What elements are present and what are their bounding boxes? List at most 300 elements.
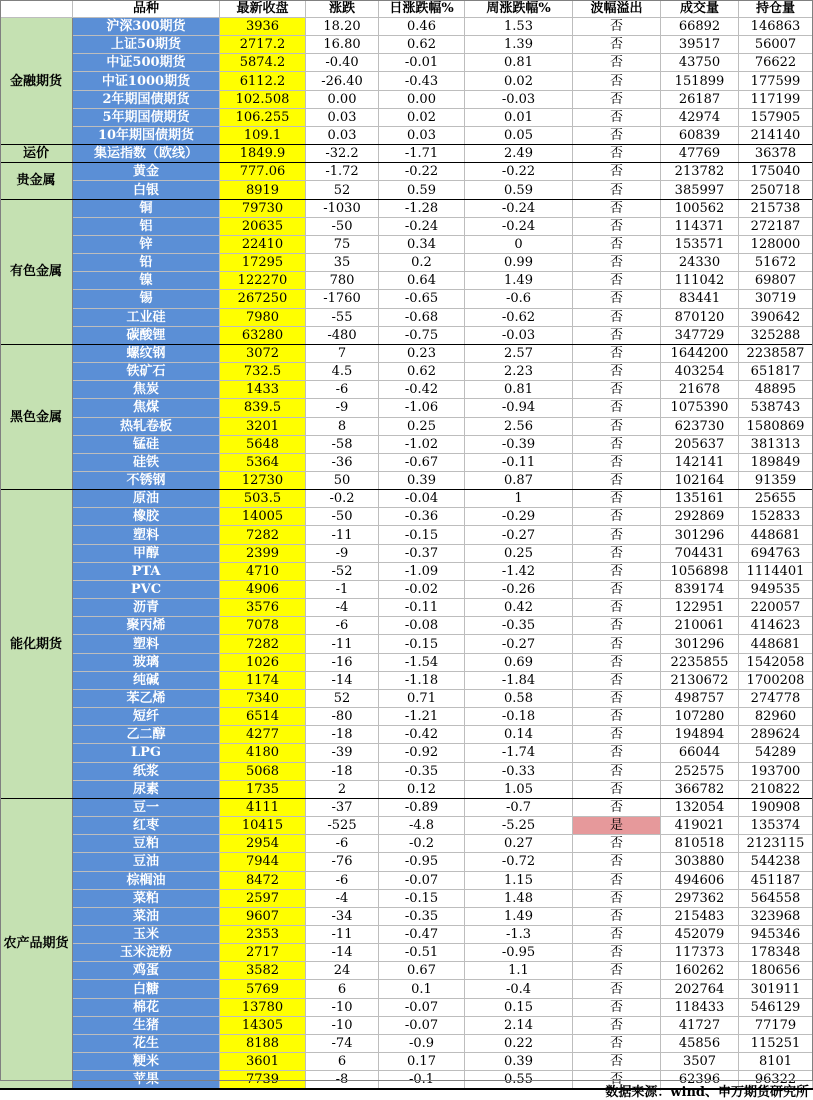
volume-cell: 142141: [661, 454, 739, 472]
oi-cell: 448681: [739, 635, 813, 653]
overflow-cell: 否: [573, 145, 661, 163]
weekly-pct-cell: -0.7: [465, 799, 573, 817]
change-cell: -1.72: [306, 163, 379, 181]
weekly-pct-cell: 1.05: [465, 781, 573, 799]
oi-cell: 272187: [739, 218, 813, 236]
price-cell: 2399: [220, 545, 306, 563]
change-cell: 24: [306, 962, 379, 980]
price-cell: 267250: [220, 290, 306, 308]
name-cell: 菜油: [73, 908, 220, 926]
weekly-pct-cell: -0.94: [465, 399, 573, 417]
oi-cell: 215738: [739, 200, 813, 218]
name-cell: 热轧卷板: [73, 418, 220, 436]
weekly-pct-cell: 0: [465, 236, 573, 254]
price-cell: 4710: [220, 563, 306, 581]
change-cell: 7: [306, 345, 379, 363]
name-cell: 苹果: [73, 1071, 220, 1089]
daily-pct-cell: -0.15: [379, 635, 465, 653]
daily-pct-cell: -0.47: [379, 926, 465, 944]
daily-pct-cell: -0.43: [379, 72, 465, 90]
name-cell: 沪深300期货: [73, 18, 220, 36]
name-cell: 橡胶: [73, 508, 220, 526]
volume-cell: 60839: [661, 127, 739, 145]
change-cell: -16: [306, 654, 379, 672]
change-cell: 50: [306, 472, 379, 490]
overflow-cell: 是: [573, 817, 661, 835]
overflow-cell: 否: [573, 91, 661, 109]
name-cell: 硅铁: [73, 454, 220, 472]
daily-pct-cell: -0.04: [379, 490, 465, 508]
oi-cell: 128000: [739, 236, 813, 254]
daily-pct-cell: -0.37: [379, 545, 465, 563]
weekly-pct-cell: -0.27: [465, 635, 573, 653]
daily-pct-cell: 0.17: [379, 1053, 465, 1071]
change-cell: -480: [306, 327, 379, 345]
price-cell: 13780: [220, 999, 306, 1017]
oi-cell: 250718: [739, 181, 813, 199]
volume-cell: 135161: [661, 490, 739, 508]
oi-cell: 193700: [739, 763, 813, 781]
name-cell: 5年期国债期货: [73, 109, 220, 127]
weekly-pct-cell: -0.72: [465, 853, 573, 871]
daily-pct-cell: 0.23: [379, 345, 465, 363]
price-cell: 777.06: [220, 163, 306, 181]
header-oi: 持仓量: [739, 0, 813, 18]
change-cell: -8: [306, 1071, 379, 1089]
name-cell: 锰硅: [73, 436, 220, 454]
header-weekly-pct: 周涨跌幅%: [465, 0, 573, 18]
weekly-pct-cell: -0.27: [465, 526, 573, 544]
price-cell: 4180: [220, 744, 306, 762]
overflow-cell: 否: [573, 272, 661, 290]
oi-cell: 190908: [739, 799, 813, 817]
daily-pct-cell: -0.1: [379, 1071, 465, 1089]
change-cell: 780: [306, 272, 379, 290]
volume-cell: 1056898: [661, 563, 739, 581]
overflow-cell: 否: [573, 690, 661, 708]
change-cell: -11: [306, 526, 379, 544]
overflow-cell: 否: [573, 218, 661, 236]
weekly-pct-cell: 1.1: [465, 962, 573, 980]
volume-cell: 102164: [661, 472, 739, 490]
change-cell: -1760: [306, 290, 379, 308]
weekly-pct-cell: -0.29: [465, 508, 573, 526]
change-cell: 52: [306, 181, 379, 199]
overflow-cell: 否: [573, 999, 661, 1017]
daily-pct-cell: -0.2: [379, 835, 465, 853]
overflow-cell: 否: [573, 763, 661, 781]
weekly-pct-cell: -5.25: [465, 817, 573, 835]
overflow-cell: 否: [573, 109, 661, 127]
daily-pct-cell: -0.15: [379, 890, 465, 908]
oi-cell: 69807: [739, 272, 813, 290]
price-cell: 1849.9: [220, 145, 306, 163]
name-cell: 中证500期货: [73, 54, 220, 72]
oi-cell: 77179: [739, 1017, 813, 1035]
change-cell: -34: [306, 908, 379, 926]
oi-cell: 2238587: [739, 345, 813, 363]
volume-cell: 623730: [661, 418, 739, 436]
weekly-pct-cell: 2.56: [465, 418, 573, 436]
price-cell: 7980: [220, 309, 306, 327]
header-category: [0, 0, 73, 18]
volume-cell: 118433: [661, 999, 739, 1017]
price-cell: 3582: [220, 962, 306, 980]
volume-cell: 839174: [661, 581, 739, 599]
change-cell: -1030: [306, 200, 379, 218]
daily-pct-cell: -0.68: [379, 309, 465, 327]
daily-pct-cell: 0.62: [379, 363, 465, 381]
change-cell: -4: [306, 890, 379, 908]
change-cell: 16.80: [306, 36, 379, 54]
daily-pct-cell: 0.25: [379, 418, 465, 436]
change-cell: -36: [306, 454, 379, 472]
price-cell: 122270: [220, 272, 306, 290]
name-cell: 铁矿石: [73, 363, 220, 381]
price-cell: 7282: [220, 526, 306, 544]
price-cell: 2597: [220, 890, 306, 908]
weekly-pct-cell: -0.6: [465, 290, 573, 308]
daily-pct-cell: -1.21: [379, 708, 465, 726]
daily-pct-cell: -1.54: [379, 654, 465, 672]
name-cell: 原油: [73, 490, 220, 508]
change-cell: 75: [306, 236, 379, 254]
oi-cell: 152833: [739, 508, 813, 526]
overflow-cell: 否: [573, 908, 661, 926]
name-cell: PVC: [73, 581, 220, 599]
change-cell: -6: [306, 617, 379, 635]
change-cell: 2: [306, 781, 379, 799]
daily-pct-cell: -0.08: [379, 617, 465, 635]
volume-cell: 66892: [661, 18, 739, 36]
oi-cell: 538743: [739, 399, 813, 417]
volume-cell: 26187: [661, 91, 739, 109]
daily-pct-cell: 0.62: [379, 36, 465, 54]
overflow-cell: 否: [573, 508, 661, 526]
name-cell: 棕榈油: [73, 872, 220, 890]
volume-cell: 292869: [661, 508, 739, 526]
overflow-cell: 否: [573, 345, 661, 363]
name-cell: 棉花: [73, 999, 220, 1017]
name-cell: 碳酸锂: [73, 327, 220, 345]
name-cell: 豆油: [73, 853, 220, 871]
price-cell: 5364: [220, 454, 306, 472]
weekly-pct-cell: 2.57: [465, 345, 573, 363]
change-cell: -58: [306, 436, 379, 454]
weekly-pct-cell: -0.18: [465, 708, 573, 726]
name-cell: 螺纹钢: [73, 345, 220, 363]
daily-pct-cell: 0.12: [379, 781, 465, 799]
overflow-cell: 否: [573, 853, 661, 871]
price-cell: 6514: [220, 708, 306, 726]
daily-pct-cell: -0.35: [379, 763, 465, 781]
price-cell: 7282: [220, 635, 306, 653]
price-cell: 8919: [220, 181, 306, 199]
volume-cell: 41727: [661, 1017, 739, 1035]
overflow-cell: 否: [573, 1035, 661, 1053]
oi-cell: 289624: [739, 726, 813, 744]
volume-cell: 107280: [661, 708, 739, 726]
header-name: 品种: [73, 0, 220, 18]
oi-cell: 115251: [739, 1035, 813, 1053]
weekly-pct-cell: 0.02: [465, 72, 573, 90]
header-price: 最新收盘: [220, 0, 306, 18]
price-cell: 7078: [220, 617, 306, 635]
name-cell: 花生: [73, 1035, 220, 1053]
overflow-cell: 否: [573, 327, 661, 345]
volume-cell: 2235855: [661, 654, 739, 672]
change-cell: -6: [306, 835, 379, 853]
price-cell: 22410: [220, 236, 306, 254]
volume-cell: 297362: [661, 890, 739, 908]
price-cell: 8472: [220, 872, 306, 890]
name-cell: 苯乙烯: [73, 690, 220, 708]
oi-cell: 448681: [739, 526, 813, 544]
volume-cell: 452079: [661, 926, 739, 944]
oi-cell: 945346: [739, 926, 813, 944]
weekly-pct-cell: 1.48: [465, 890, 573, 908]
overflow-cell: 否: [573, 980, 661, 998]
name-cell: 中证1000期货: [73, 72, 220, 90]
daily-pct-cell: -0.92: [379, 744, 465, 762]
weekly-pct-cell: 0.01: [465, 109, 573, 127]
overflow-cell: 否: [573, 236, 661, 254]
price-cell: 63280: [220, 327, 306, 345]
overflow-cell: 否: [573, 545, 661, 563]
volume-cell: 704431: [661, 545, 739, 563]
oi-cell: 157905: [739, 109, 813, 127]
price-cell: 1174: [220, 672, 306, 690]
overflow-cell: 否: [573, 181, 661, 199]
change-cell: 6: [306, 980, 379, 998]
name-cell: 甲醇: [73, 545, 220, 563]
volume-cell: 419021: [661, 817, 739, 835]
oi-cell: 1700208: [739, 672, 813, 690]
change-cell: -39: [306, 744, 379, 762]
price-cell: 79730: [220, 200, 306, 218]
name-cell: 玉米: [73, 926, 220, 944]
weekly-pct-cell: 0.81: [465, 54, 573, 72]
category-label: 贵金属: [0, 163, 73, 199]
overflow-cell: 否: [573, 799, 661, 817]
oi-cell: 274778: [739, 690, 813, 708]
oi-cell: 651817: [739, 363, 813, 381]
oi-cell: 76622: [739, 54, 813, 72]
volume-cell: 205637: [661, 436, 739, 454]
price-cell: 106.255: [220, 109, 306, 127]
daily-pct-cell: -0.15: [379, 526, 465, 544]
name-cell: 玉米淀粉: [73, 944, 220, 962]
price-cell: 14305: [220, 1017, 306, 1035]
oi-cell: 96322: [739, 1071, 813, 1089]
weekly-pct-cell: 0.05: [465, 127, 573, 145]
price-cell: 102.508: [220, 91, 306, 109]
change-cell: -9: [306, 545, 379, 563]
price-cell: 3201: [220, 418, 306, 436]
change-cell: -76: [306, 853, 379, 871]
price-cell: 14005: [220, 508, 306, 526]
volume-cell: 21678: [661, 381, 739, 399]
overflow-cell: 否: [573, 1053, 661, 1071]
price-cell: 2717: [220, 944, 306, 962]
change-cell: -50: [306, 218, 379, 236]
oi-cell: 323968: [739, 908, 813, 926]
volume-cell: 3507: [661, 1053, 739, 1071]
change-cell: -74: [306, 1035, 379, 1053]
oi-cell: 451187: [739, 872, 813, 890]
weekly-pct-cell: 0.27: [465, 835, 573, 853]
name-cell: 上证50期货: [73, 36, 220, 54]
price-cell: 7944: [220, 853, 306, 871]
price-cell: 4906: [220, 581, 306, 599]
weekly-pct-cell: 0.69: [465, 654, 573, 672]
change-cell: -18: [306, 726, 379, 744]
daily-pct-cell: -0.07: [379, 872, 465, 890]
weekly-pct-cell: 2.23: [465, 363, 573, 381]
price-cell: 3936: [220, 18, 306, 36]
weekly-pct-cell: 0.59: [465, 181, 573, 199]
change-cell: 0.03: [306, 127, 379, 145]
daily-pct-cell: -0.51: [379, 944, 465, 962]
overflow-cell: 否: [573, 872, 661, 890]
header-change: 涨跌: [306, 0, 379, 18]
name-cell: 沥青: [73, 599, 220, 617]
oi-cell: 180656: [739, 962, 813, 980]
change-cell: -10: [306, 999, 379, 1017]
overflow-cell: 否: [573, 890, 661, 908]
weekly-pct-cell: 2.49: [465, 145, 573, 163]
overflow-cell: 否: [573, 127, 661, 145]
price-cell: 1026: [220, 654, 306, 672]
category-label: 金融期货: [0, 18, 73, 145]
volume-cell: 39517: [661, 36, 739, 54]
overflow-cell: 否: [573, 744, 661, 762]
weekly-pct-cell: 1.15: [465, 872, 573, 890]
oi-cell: 177599: [739, 72, 813, 90]
overflow-cell: 否: [573, 18, 661, 36]
volume-cell: 301296: [661, 526, 739, 544]
price-cell: 109.1: [220, 127, 306, 145]
name-cell: 聚丙烯: [73, 617, 220, 635]
oi-cell: 1114401: [739, 563, 813, 581]
name-cell: 粳米: [73, 1053, 220, 1071]
weekly-pct-cell: -0.62: [465, 309, 573, 327]
change-cell: -4: [306, 599, 379, 617]
daily-pct-cell: 0.1: [379, 980, 465, 998]
change-cell: -9: [306, 399, 379, 417]
weekly-pct-cell: -0.33: [465, 763, 573, 781]
name-cell: 塑料: [73, 526, 220, 544]
overflow-cell: 否: [573, 726, 661, 744]
overflow-cell: 否: [573, 926, 661, 944]
daily-pct-cell: -0.9: [379, 1035, 465, 1053]
volume-cell: 210061: [661, 617, 739, 635]
volume-cell: 151899: [661, 72, 739, 90]
change-cell: 18.20: [306, 18, 379, 36]
change-cell: -18: [306, 763, 379, 781]
change-cell: 52: [306, 690, 379, 708]
daily-pct-cell: -0.75: [379, 327, 465, 345]
name-cell: 纸浆: [73, 763, 220, 781]
header-daily-pct: 日涨跌幅%: [379, 0, 465, 18]
oi-cell: 30719: [739, 290, 813, 308]
daily-pct-cell: -0.65: [379, 290, 465, 308]
change-cell: -55: [306, 309, 379, 327]
volume-cell: 1075390: [661, 399, 739, 417]
daily-pct-cell: 0.64: [379, 272, 465, 290]
name-cell: 2年期国债期货: [73, 91, 220, 109]
price-cell: 9607: [220, 908, 306, 926]
price-cell: 732.5: [220, 363, 306, 381]
price-cell: 3072: [220, 345, 306, 363]
weekly-pct-cell: 1.49: [465, 272, 573, 290]
price-cell: 839.5: [220, 399, 306, 417]
daily-pct-cell: -0.11: [379, 599, 465, 617]
overflow-cell: 否: [573, 617, 661, 635]
header-overflow: 波幅溢出: [573, 0, 661, 18]
header-volume: 成交量: [661, 0, 739, 18]
weekly-pct-cell: 1: [465, 490, 573, 508]
name-cell: 10年期国债期货: [73, 127, 220, 145]
price-cell: 5769: [220, 980, 306, 998]
name-cell: 纯碱: [73, 672, 220, 690]
name-cell: 镍: [73, 272, 220, 290]
change-cell: -14: [306, 672, 379, 690]
weekly-pct-cell: -0.11: [465, 454, 573, 472]
name-cell: 生猪: [73, 1017, 220, 1035]
name-cell: 焦煤: [73, 399, 220, 417]
price-cell: 2717.2: [220, 36, 306, 54]
overflow-cell: 否: [573, 599, 661, 617]
oi-cell: 210822: [739, 781, 813, 799]
oi-cell: 56007: [739, 36, 813, 54]
price-cell: 7340: [220, 690, 306, 708]
volume-cell: 1644200: [661, 345, 739, 363]
overflow-cell: 否: [573, 1017, 661, 1035]
volume-cell: 111042: [661, 272, 739, 290]
weekly-pct-cell: -0.95: [465, 944, 573, 962]
price-cell: 2353: [220, 926, 306, 944]
volume-cell: 810518: [661, 835, 739, 853]
oi-cell: 175040: [739, 163, 813, 181]
weekly-pct-cell: 1.53: [465, 18, 573, 36]
volume-cell: 100562: [661, 200, 739, 218]
data-source-note: 数据来源：wind、申万期货研究所: [605, 1084, 809, 1100]
oi-cell: 544238: [739, 853, 813, 871]
overflow-cell: 否: [573, 72, 661, 90]
name-cell: 不锈钢: [73, 472, 220, 490]
volume-cell: 498757: [661, 690, 739, 708]
name-cell: 尿素: [73, 781, 220, 799]
oi-cell: 91359: [739, 472, 813, 490]
overflow-cell: 否: [573, 472, 661, 490]
overflow-cell: 否: [573, 363, 661, 381]
volume-cell: 114371: [661, 218, 739, 236]
overflow-cell: 否: [573, 635, 661, 653]
price-cell: 1433: [220, 381, 306, 399]
name-cell: 玻璃: [73, 654, 220, 672]
name-cell: 工业硅: [73, 309, 220, 327]
weekly-pct-cell: 0.15: [465, 999, 573, 1017]
weekly-pct-cell: -1.3: [465, 926, 573, 944]
change-cell: -26.40: [306, 72, 379, 90]
change-cell: 35: [306, 254, 379, 272]
change-cell: -32.2: [306, 145, 379, 163]
oi-cell: 564558: [739, 890, 813, 908]
change-cell: -52: [306, 563, 379, 581]
daily-pct-cell: -0.22: [379, 163, 465, 181]
name-cell: 白糖: [73, 980, 220, 998]
